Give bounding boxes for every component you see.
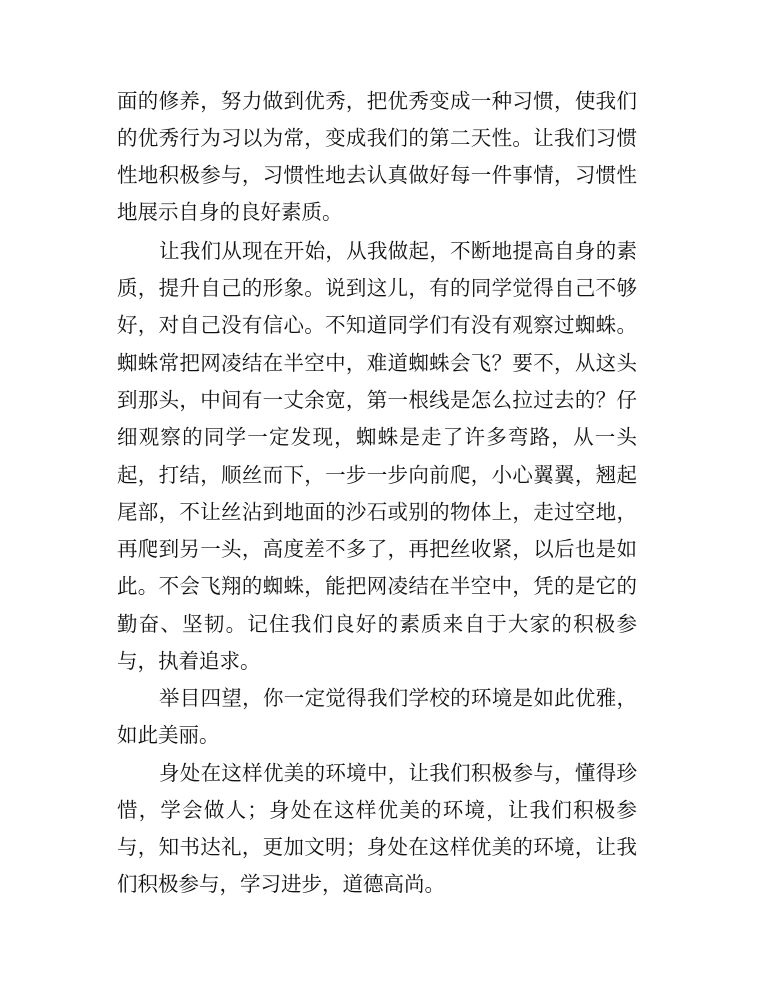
text-line: 此。不会飞翔的蜘蛛，能把网凌结在半空中，凭的是它的: [117, 574, 637, 598]
paragraph-first-line: 身处在这样优美的环境中，让我们积极参与，懂得珍: [159, 761, 637, 785]
paragraph-first-line: 举目四望，你一定觉得我们学校的环境是如此优雅，: [159, 686, 637, 710]
text-line: 再爬到另一头，高度差不多了，再把丝收紧，以后也是如: [117, 537, 637, 561]
text-line: 好，对自己没有信心。不知道同学们有没有观察过蜘蛛。: [117, 313, 637, 337]
text-line: 与，执着追求。: [117, 649, 261, 673]
text-line: 的优秀行为习以为常，变成我们的第二天性。让我们习惯: [117, 126, 637, 150]
text-line: 勤奋、坚韧。记住我们良好的素质来自于大家的积极参: [117, 612, 637, 636]
text-line: 惜，学会做人；身处在这样优美的环境，让我们积极参: [117, 798, 637, 822]
text-line: 细观察的同学一定发现，蜘蛛是走了许多弯路，从一头: [117, 425, 637, 449]
text-line: 地展示自身的良好素质。: [117, 200, 343, 224]
text-line: 性地积极参与，习惯性地去认真做好每一件事情，习惯性: [117, 163, 637, 187]
text-line: 们积极参与，学习进步，道德高尚。: [117, 872, 445, 896]
text-line: 与，知书达礼，更加文明；身处在这样优美的环境，让我: [117, 835, 637, 859]
paragraph-first-line: 让我们从现在开始，从我做起，不断地提高自身的素: [159, 239, 637, 263]
text-line: 质，提升自己的形象。说到这儿，有的同学觉得自己不够: [117, 276, 637, 300]
text-line: 尾部，不让丝沾到地面的沙石或别的物体上，走过空地，: [117, 500, 637, 524]
text-line: 起，打结，顺丝而下，一步一步向前爬，小心翼翼，翘起: [117, 463, 637, 487]
text-line: 到那头，中间有一丈余宽，第一根线是怎么拉过去的？仔: [117, 388, 637, 412]
text-line: 如此美丽。: [117, 723, 220, 747]
text-line: 蜘蛛常把网凌结在半空中，难道蜘蛛会飞？要不，从这头: [117, 351, 637, 375]
text-line: 面的修养，努力做到优秀，把优秀变成一种习惯，使我们: [117, 89, 637, 113]
